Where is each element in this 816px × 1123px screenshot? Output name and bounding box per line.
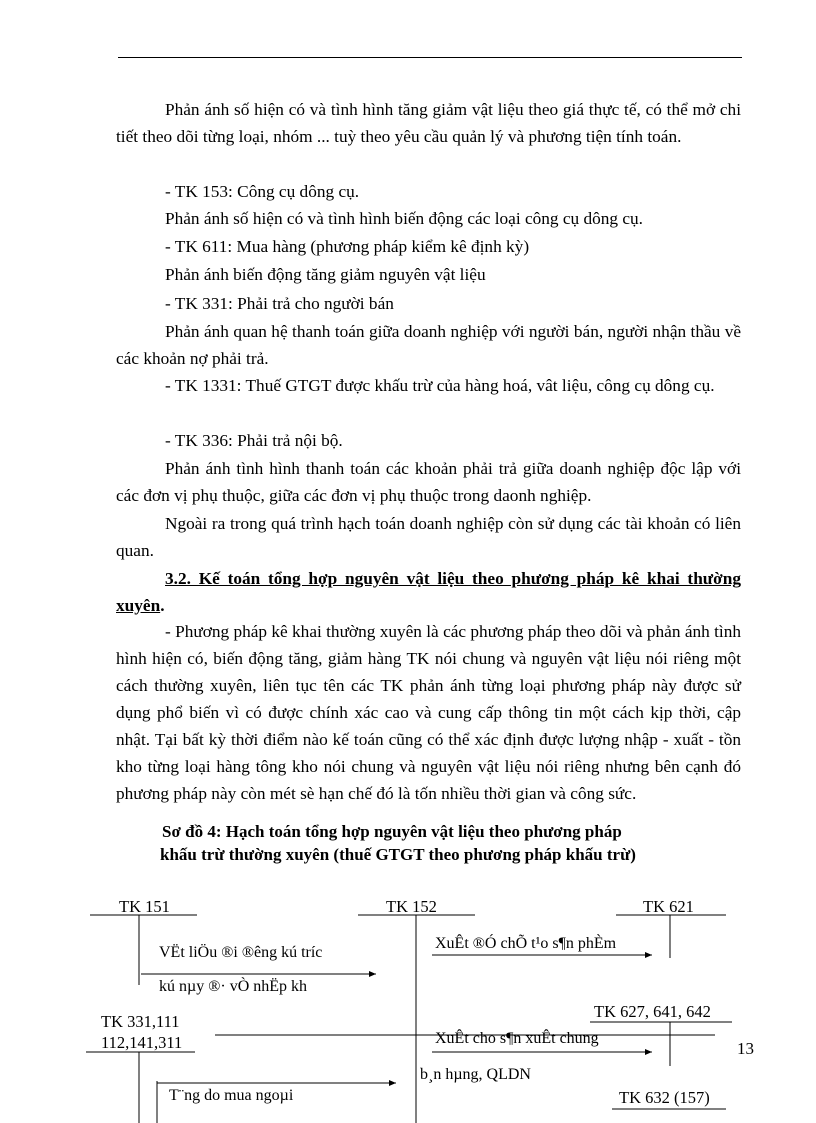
account-tk621: TK 621 xyxy=(643,897,694,916)
paragraph-tk331-desc: Phản ánh quan hệ thanh toán giữa doanh nghiệp với người bán, người nhận thầu về các khoản nợ phải trả. xyxy=(116,322,741,368)
account-tk632: TK 632 (157) xyxy=(619,1088,710,1107)
paragraph-tk336: - TK 336: Phải trả nội bộ. xyxy=(165,431,343,450)
paragraph-other-accounts: Ngoài ra trong quá trình hạch toán doanh nghiệp còn sử dụng các tài khoản có liên quan. xyxy=(116,514,741,560)
paragraph-tk1331: - TK 1331: Thuế GTGT được khấu trừ của hàng hoá, vât liệu, công cụ dông cụ. xyxy=(165,376,715,395)
page-number: 13 xyxy=(737,1039,754,1058)
paragraph-tk153: - TK 153: Công cụ dông cụ. xyxy=(165,182,360,201)
paragraph-tk611: - TK 611: Mua hàng (phương pháp kiểm kê định kỳ) xyxy=(165,237,530,256)
paragraph-tk336-desc: Phản ánh tình hình thanh toán các khoản phải trả giữa doanh nghiệp độc lập với các đơn vị phụ thuộc, giữa các đơn vị phụ thuộc trong daonh nghiệp. xyxy=(116,459,741,505)
account-tk331-line1: TK 331,111 xyxy=(101,1012,180,1031)
account-tk151: TK 151 xyxy=(119,897,170,916)
diagram-caption-line1: Sơ đồ 4: Hạch toán tổng hợp nguyên vật liệu theo phương pháp xyxy=(162,822,622,841)
paragraph-tk611-desc: Phản ánh biến động tăng giảm nguyên vật liệu xyxy=(165,265,486,284)
paragraph-tk152-desc: Phản ánh số hiện có và tình hình tăng giảm vật liệu theo giá thực tế, có thể mở chi tiết theo dõi từng loại, nhóm ... tuỳ theo yêu cầu quản lý và phương tiện tính toán. xyxy=(116,100,741,146)
account-tk152: TK 152 xyxy=(386,897,437,916)
entry-label-152-627-top: XuÊt cho s¶n xuÊt chung xyxy=(435,1030,599,1047)
section-heading-text: 3.2. Kế toán tổng hợp nguyên vật liệu theo phương pháp kê khai thường xuyên xyxy=(116,569,741,615)
account-tk627: TK 627, 641, 642 xyxy=(594,1002,711,1021)
paragraph-method-desc: - Phương pháp kê khai thường xuyên là các phương pháp theo dõi và phản ánh tình hình hiện có, biến động tăng, giảm hàng TK nói chung và nguyên vật liệu nói riêng một cách thường xuyên, liên tục tên các TK phản ánh từng loại phương pháp này được sử dụng phổ biến vì có được chính xác cao và cung cấp thông tin một cách kịp thời, cập nhật. Tại bất kỳ thời điểm nào kế toán cũng có thể xác định được lượng nhập - xuất - tồn kho từng loại hàng tông kho nói chung và nguyên vật liệu nói riêng nhưng bên cạnh đó phương pháp này còn mét sè hạn chế đó là tốn nhiều thời gian và công sức. xyxy=(116,622,741,803)
entry-label-331-152: T¨ng do mua ngoµi xyxy=(169,1087,294,1104)
diagram-caption-line2: khấu trừ thường xuyên (thuế GTGT theo phương pháp khấu trừ) xyxy=(160,845,636,864)
paragraph-tk153-desc: Phản ánh số hiện có và tình hình biến động các loại công cụ dông cụ. xyxy=(165,209,644,228)
section-heading-period: . xyxy=(160,596,165,615)
entry-label-151-top: VËt liÖu ®i ®êng kú tríc xyxy=(159,944,323,961)
entry-label-151-bottom: kú nµy ®· vÒ nhËp kh xyxy=(159,978,308,995)
paragraph-tk331: - TK 331: Phải trả cho người bán xyxy=(165,294,394,313)
account-tk331-line2: 112,141,311 xyxy=(101,1033,183,1052)
entry-label-152-627-bottom: b¸n hµng, QLDN xyxy=(420,1066,531,1083)
entry-label-152-621: XuÊt ®Ó chÕ t¹o s¶n phÈm xyxy=(435,935,617,952)
